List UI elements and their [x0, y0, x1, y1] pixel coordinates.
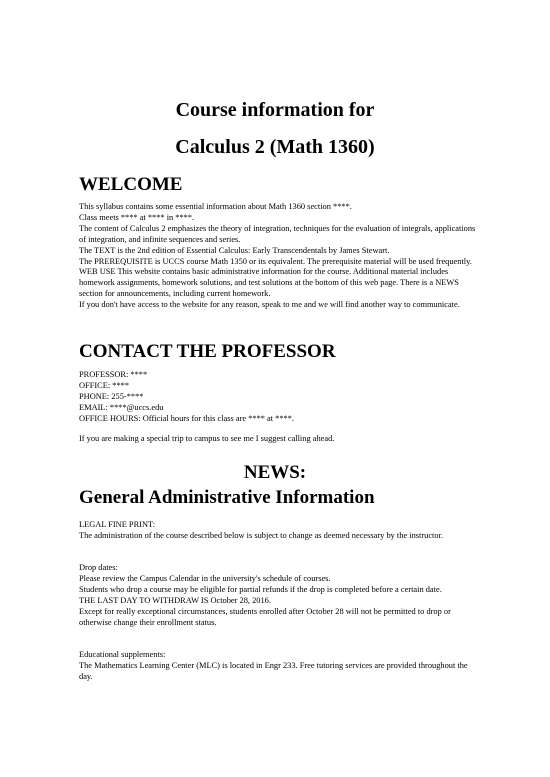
- drop-dates-section: [79, 563, 479, 628]
- admin-heading: General Administrative Information: [79, 487, 375, 508]
- drop-dates-line: Students who drop a course may be eligible for partial refunds if the drop is completed before a certain date.: [79, 584, 442, 594]
- welcome-section: [79, 202, 479, 311]
- contact-phone: PHONE: 255-****: [79, 391, 144, 401]
- legal-section: [79, 520, 479, 542]
- contact-professor: PROFESSOR: ****: [79, 370, 148, 379]
- legal-label: LEGAL FINE PRINT:: [79, 520, 156, 529]
- contact-email: EMAIL: ****@uccs.edu: [79, 402, 164, 412]
- welcome-paragraph: The TEXT is the 2nd edition of Essential Calculus: Early Transcendentals by James Stewart.: [79, 245, 390, 255]
- welcome-paragraph: If you don't have access to the website for any reason, speak to me and we will find another way to communicate.: [79, 300, 460, 310]
- educational-supplements-text: The Mathematics Learning Center (MLC) is located in Engr 233. Free tutoring services are provided throughout the day.: [79, 660, 468, 681]
- drop-dates-line: Please review the Campus Calendar in the university's schedule of courses.: [79, 573, 331, 583]
- contact-note: If you are making a special trip to campus to see me I suggest calling ahead.: [79, 434, 335, 443]
- drop-dates-label: Drop dates:: [79, 563, 118, 572]
- news-heading: NEWS:: [243, 462, 307, 483]
- contact-office: OFFICE: ****: [79, 380, 130, 390]
- legal-text: The administration of the course described below is subject to change as deemed necessary by the instructor.: [79, 530, 443, 540]
- drop-dates-line: Except for really exceptional circumstances, students enrolled after October 28 will not be permitted to drop or otherwise change their enrollment status.: [79, 606, 451, 627]
- educational-supplements-label: Educational supplements:: [79, 650, 166, 659]
- page-title-line-2: Calculus 2 (Math 1360): [175, 136, 375, 158]
- educational-supplements-section: [79, 650, 479, 683]
- contact-section: [79, 370, 479, 425]
- welcome-paragraph: WEB USE This website contains basic administrative information for the course. Additional material includes homework assignments, homework solutions, and test solutions at the bottom of this web page. There is a NEWS section for announcements, including current homework.: [79, 267, 459, 299]
- welcome-paragraph: Class meets **** at **** in ****.: [79, 212, 195, 222]
- welcome-paragraph: This syllabus contains some essential information about Math 1360 section ****.: [79, 202, 352, 211]
- drop-dates-line: THE LAST DAY TO WITHDRAW IS October 28, 2016.: [79, 595, 271, 605]
- page-title-line-1: Course information for: [175, 99, 375, 121]
- contact-heading: CONTACT THE PROFESSOR: [79, 341, 336, 362]
- welcome-paragraph: The PREREQUISITE is UCCS course Math 1350 or its equivalent. The prerequisite material will be used frequently.: [79, 256, 472, 266]
- welcome-heading: WELCOME: [79, 174, 183, 195]
- welcome-paragraph: The content of Calculus 2 emphasizes the theory of integration, techniques for the evaluation of integrals, applications of integration, and infinite sequences and series.: [79, 223, 476, 244]
- contact-office-hours: OFFICE HOURS: Official hours for this class are **** at ****.: [79, 413, 295, 423]
